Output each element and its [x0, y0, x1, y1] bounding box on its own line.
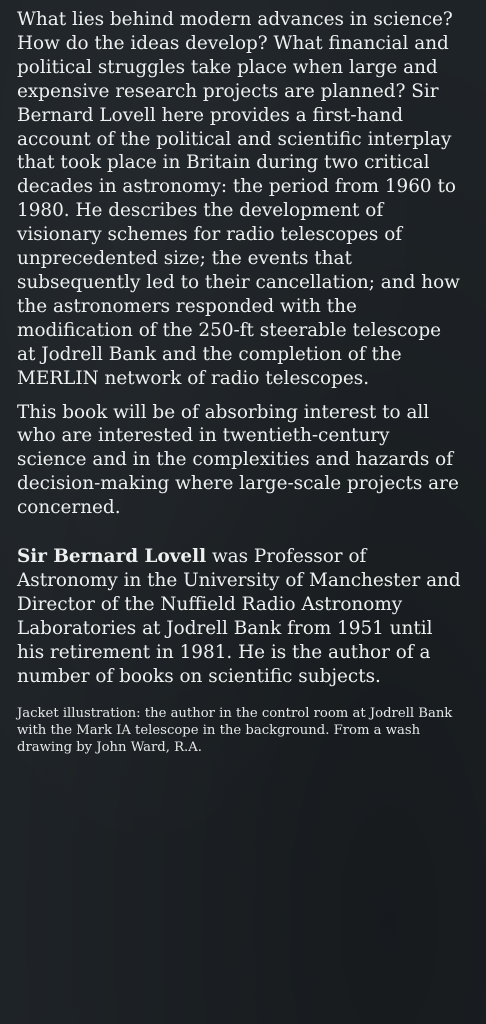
blurb-paragraph-1: What lies behind modern advances in science? How do the ideas develop? What financial and political struggles take place when large and expensive research projects are planned? Sir Bernard Lovell here provides a first-hand account of the political and scientific interplay that took place in Britain during two critical decades in astronomy: the period from 1960 to 1980. He describes the development of visionary schemes for radio telescopes of unprecedented size; the events that subsequently led to their cancellation; and how the astronomers responded with the modification of the 250-ft steerable telescope at Jodrell Bank and the completion of the MERLIN network of radio telescopes.	[17, 9, 460, 389]
blurb-paragraph-2: This book will be of absorbing interest to all who are interested in twentieth-century science and in the complexities and hazards of decision-making where large-scale projects are concerned.	[17, 401, 459, 519]
jacket-illustration-caption: Jacket illustration: the author in the control room at Jodrell Bank with the Mark IA telescope in the background. From a wash drawing by John Ward, R.A.	[17, 706, 453, 756]
author-bio-text: was Professor of Astronomy in the University of Manchester and Director of the Nuffield Radio Astronomy Laboratories at Jodrell Bank from 1951 until his retirement in 1981. He is the author of a number of books on scientific subjects.	[17, 546, 461, 687]
author-name: Sir Bernard Lovell	[17, 546, 207, 568]
author-bio	[17, 545, 462, 688]
